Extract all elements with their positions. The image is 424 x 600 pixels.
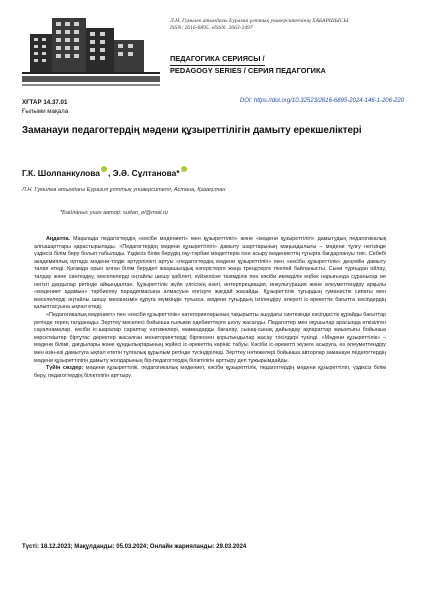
irsti-code: ХҒТАР 14.37.01 <box>22 99 68 106</box>
orcid-icon[interactable] <box>181 166 187 172</box>
author-name: Г.К. Шолпанкулова <box>22 167 100 178</box>
series-subtitle: PEDAGOGY SERIES / СЕРИЯ ПЕДАГОГИКА <box>170 66 326 75</box>
corresponding-author: *Байланыс үшін автор: sultan_el@mail.ru <box>60 210 168 216</box>
publication-dates: Түсті: 18.12.2023; Мақұлданды: 05.03.2024; Онлайн жарияланды: 29.03.2024 <box>22 544 247 550</box>
keywords-text: мәдени құзыреттілік, педагогикалық мәдениет, кәсіби құзыреттілік, педагогтердің мәдени құзыреттілігі, үздіксіз білім беру, педагогтердің біліктілігін арттыру. <box>34 365 386 379</box>
journal-issn: ISSN: 2616-6895. eISSN: 2663-2497 <box>170 25 253 31</box>
keywords-label: Түйін сөздер: <box>46 365 84 372</box>
authors <box>22 166 188 178</box>
journal-header <box>170 18 415 32</box>
author-separator: , <box>107 167 113 178</box>
series-header <box>170 54 415 76</box>
abstract-paragraph <box>34 236 386 312</box>
orcid-icon[interactable] <box>101 166 107 172</box>
affiliation: Л.Н. Гумилев атындағы Еуразия ұлттық университеті, Астана, Қазақстан <box>22 187 226 193</box>
journal-name: Л.Н. Гумилев атындағы Еуразия ұлттық университетінің ХАБАРШЫСЫ. <box>170 18 350 24</box>
series-title: ПЕДАГОГИКА СЕРИЯСЫ / <box>170 54 265 66</box>
abstract-text: Мақалада педагогтердің «кәсіби мәдениеті» мен құзыреттілігі» және «мәдени құзыреттілігі» дамытудың педагогикалық алғышарттары қарастырылады. «Педагогтердің мәдени құзыреттілігі» дамыту шарттарының маңыздылығы – мәдени тұлғу негізінде үздіксіз білім беру болып табылады. Үздіксіз білім берудің оқу-тәрбие міндеттерін іске асыру мәдениеттің тұғырға бағдарлануы тиіс. Себебі академиялық ортада мәдени-тілдік әртүрлілікті артуы «педагогтердің мәдени құзыреттілігі» мен «кәсіби құзыреттілік» деңгейін дамыту талап етеді. Қоғамда орын алған білім берудегі жаңашылдық өзгерістерге жаңа трендтерге тікелей байланысты. Сыни тұрғыдан ойлау, талдау және синтездеу, мәселелерді оңтайлы шешу қабілеті, күйзеліске төзімділік пен кәсіби икемділік еңбек нарығында сұранысқа ие негізгі дағдылар ретінде айқындалған. Құзыреттілік жүйе үлгісінің өзегі, интерпрециация, инкультурация және әлеуметтендіру арқылы «мәдениет адамын» тәрбиелеу парадигмасына алмасуын енгізуге жағдай жасайды. Құзыреттілік тұғырдың гуманистік сипаты мен мәселелерді оңтайлы шешу механизмін құруға мүмкіндік туғызса, мәдени тұғырдың ізгілендіру әлеуеті іс-әрекеттік бағытта кәсіпдердің қалыптасуына ықпал етеді. <box>34 236 386 311</box>
abstract <box>34 236 386 380</box>
keywords <box>34 365 386 380</box>
university-building-logo <box>22 14 160 92</box>
abstract-paragraph: «Педагогикалық мәдениет» пен «кәсіби құзыреттілік» категорияларының тақырыпты ашудағы синтезінде кәсіпдестік құрайды бағыттар ретінде терең талданады. Зерттеу мәселесі бойынша ғылыми әдебиеттерге шолу жасалды. Педагогтер мен оқушылар арасында өткізілген сауалнамалар, кәсіби іс-шаралар сараптау нәтижелері, мамандарды бағалау, сынақ-сынақ дайындау ақпараттар жиынтығы бойынша көрсеткіштер біртұтас деректер жасалған мониторингтерді бірлескен қорытындылар жасау тәсілдері түзілді. «Мәдени құзыреттілік» – мәдени білімі, дағдылары және құндылықтарының жүйесі іс-әрекеттің көрініс табуы. Кәсіби іс-әрекетті жүзеге асыруға, өз әлеуметтендіру мен өзін-өзі дамытуға ықпал ететін тұлғалық құрылым ретінде түсіндіріледі. Зерттеу нәтижелері бойынша авторлар заманауи педагогтердің мәдени құзыреттілігін дамыту жолдарының бір-педагогтердің біліктілігін арттыру деп тұжырымдайды. <box>34 311 386 364</box>
author-name: Э.Ә. Сұлтанова* <box>112 167 180 178</box>
doi-link[interactable]: DOI: https://doi.org/10.32523/2616-6895-2024-146-1-206-220 <box>239 98 404 104</box>
article-type: Ғылыми мақала <box>22 108 69 115</box>
article-title: Заманауи педагогтердің мәдени құзыреттілігін дамыту ерекшеліктері <box>22 125 362 136</box>
article-meta <box>22 98 68 116</box>
abstract-label: Аңдатпа. <box>46 236 70 242</box>
